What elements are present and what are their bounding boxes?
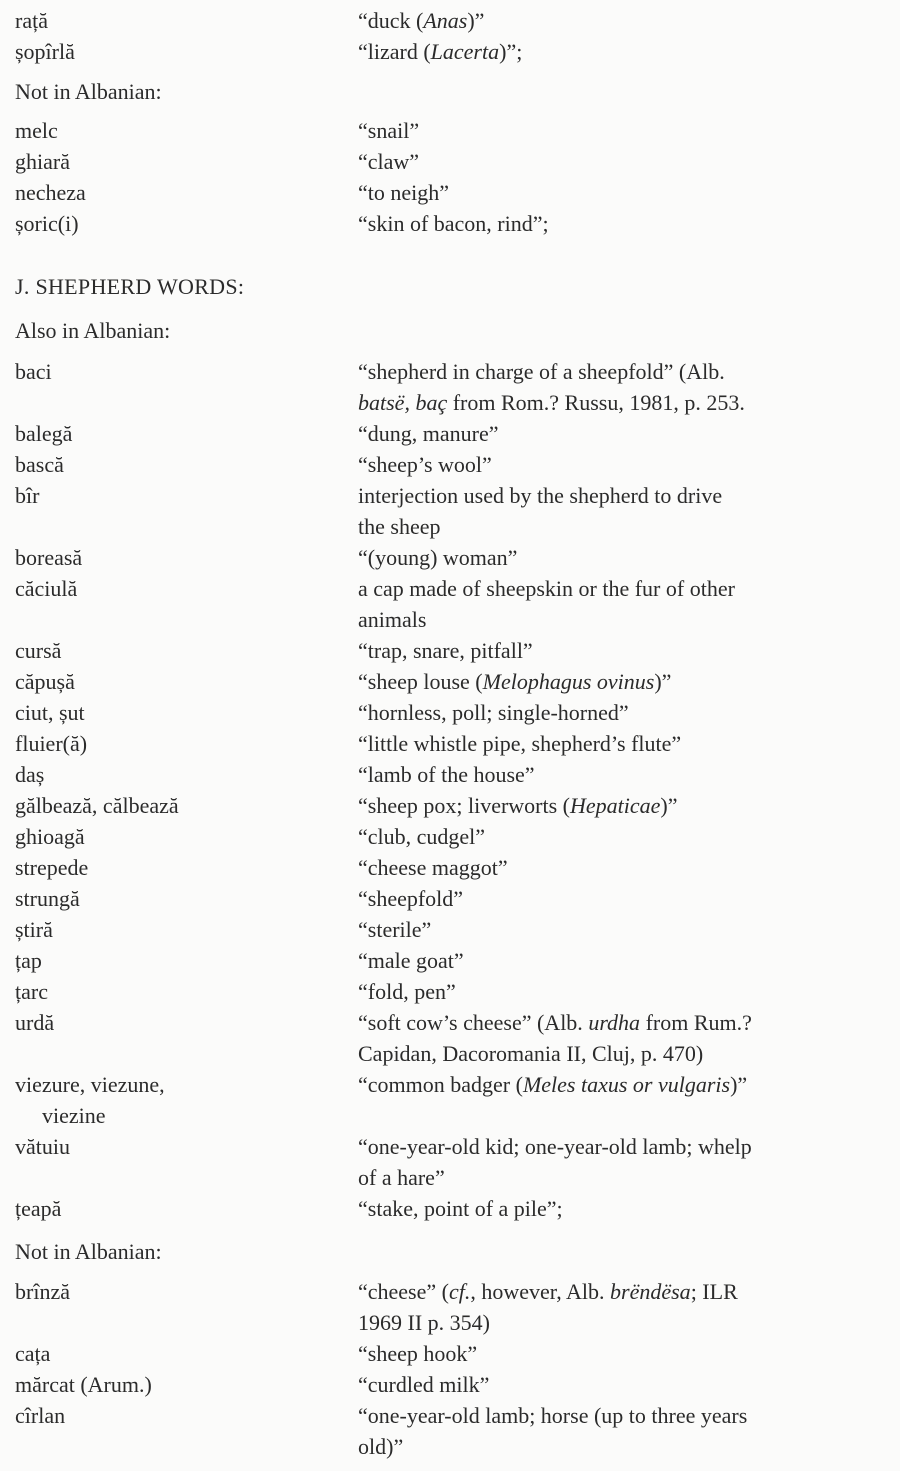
entry-term [15,666,358,697]
term-line: cața [15,1341,51,1366]
gloss-text: )” [660,793,678,818]
gloss-line [358,1338,477,1369]
entry-gloss [358,945,464,976]
term-line: cursă [15,638,62,663]
entry-gloss [358,821,485,852]
gloss-line [358,635,533,666]
gloss-line [358,542,517,573]
entry-row [15,1007,900,1069]
term-line: necheza [15,180,86,205]
gloss-italic-text: brëndësa [610,1279,691,1304]
gloss-text: “one-year-old lamb; horse (up to three years [358,1403,748,1428]
entry-row [15,480,900,542]
gloss-line [358,728,681,759]
gloss-line [358,604,735,635]
entry-gloss [358,666,671,697]
gloss-text: “skin of bacon, rind”; [358,211,549,236]
entry-gloss [358,542,517,573]
gloss-text: a cap made of sheepskin or the fur of other [358,576,735,601]
gloss-line [358,5,484,36]
entry-row [15,1193,900,1224]
entry-row [15,449,900,480]
gloss-line [358,1400,747,1431]
gloss-line [358,1369,489,1400]
entry-gloss [358,1400,747,1462]
entry-term [15,146,358,177]
entry-term [15,115,358,146]
entry-row [15,115,900,146]
gloss-line [358,36,522,67]
gloss-line [358,1276,738,1307]
gloss-text: of a hare” [358,1165,445,1190]
entry-gloss [358,1007,752,1069]
entry-gloss [358,914,431,945]
term-line: țap [15,948,42,973]
entry-gloss [358,759,535,790]
gloss-text: animals [358,607,427,632]
term-line: strungă [15,886,80,911]
term-line: balegă [15,421,73,446]
entry-gloss [358,852,508,883]
term-line: ghioagă [15,824,85,849]
gloss-line [358,1193,563,1224]
entry-row [15,728,900,759]
entry-row [15,146,900,177]
entry-row [15,759,900,790]
entry-term [15,1338,358,1369]
gloss-line [358,208,549,239]
term-line: mărcat (Arum.) [15,1372,152,1397]
entry-row [15,1369,900,1400]
entry-gloss [358,5,484,36]
gloss-line [358,1069,747,1100]
gloss-text: “one-year-old kid; one-year-old lamb; whelp [358,1134,752,1159]
gloss-line [358,511,722,542]
entry-row [15,821,900,852]
entry-term [15,1007,358,1069]
entry-row [15,1276,900,1338]
entry-term [15,1369,358,1400]
gloss-text: )”; [499,39,523,64]
gloss-text: “common badger ( [358,1072,523,1097]
term-line: ciut, șut [15,700,85,725]
entry-term [15,1069,358,1131]
entry-term [15,790,358,821]
entry-gloss [358,1193,563,1224]
term-line: daș [15,762,45,787]
term-line: căciulă [15,576,78,601]
term-line: cîrlan [15,1403,66,1428]
entry-term [15,5,358,36]
entry-term [15,945,358,976]
entry-row [15,418,900,449]
gloss-text: “sterile” [358,917,432,942]
term-line: știră [15,917,53,942]
term-line: bască [15,452,64,477]
gloss-italic-text: Melophagus ovinus [482,669,655,694]
entry-row [15,666,900,697]
term-line: șoric(i) [15,211,79,236]
gloss-text: “trap, snare, pitfall” [358,638,533,663]
gloss-line [358,666,671,697]
gloss-italic-text: Anas [423,8,468,33]
term-line: melc [15,118,58,143]
term-line: țeapă [15,1196,62,1221]
term-line: țarc [15,979,48,1004]
entry-gloss [358,449,492,480]
gloss-italic-text: cf. [448,1279,471,1304]
gloss-line [358,697,629,728]
term-line: urdă [15,1010,55,1035]
gloss-text: “hornless, poll; single-horned” [358,700,629,725]
gloss-line [358,480,722,511]
gloss-text: )” [654,669,672,694]
subsection-heading: Not in Albanian: [15,79,162,104]
entry-row [15,177,900,208]
entry-row [15,852,900,883]
entry-term [15,1193,358,1224]
gloss-text: “to neigh” [358,180,450,205]
gloss-text: “stake, point of a pile”; [358,1196,563,1221]
entry-gloss [358,115,419,146]
gloss-text: “curdled milk” [358,1372,490,1397]
entry-gloss [358,976,456,1007]
term-line: șopîrlă [15,39,75,64]
entry-row [15,883,900,914]
term-line: brînză [15,1279,70,1304]
entry-gloss [358,418,499,449]
gloss-text: “cheese maggot” [358,855,508,880]
gloss-line [358,1431,747,1462]
entry-gloss [358,36,522,67]
gloss-line [358,387,745,418]
gloss-text: “duck ( [358,8,424,33]
entry-gloss [358,208,549,239]
entry-row [15,5,900,36]
gloss-text: “cheese” ( [358,1279,449,1304]
gloss-text: from Rom.? Russu, 1981, p. 253. [447,390,745,415]
entry-term [15,759,358,790]
entry-row [15,914,900,945]
gloss-line [358,356,745,387]
gloss-line [358,1038,752,1069]
subsection-heading: Not in Albanian: [15,1239,162,1264]
gloss-text: ; ILR [690,1279,738,1304]
entry-row [15,1069,900,1131]
entry-gloss [358,697,629,728]
gloss-text: “little whistle pipe, shepherd’s flute” [358,731,682,756]
gloss-text: “soft cow’s cheese” (Alb. [358,1010,589,1035]
entry-term [15,418,358,449]
entry-gloss [358,480,722,542]
term-line: vătuiu [15,1134,70,1159]
entry-term [15,821,358,852]
term-line: căpușă [15,669,75,694]
gloss-italic-text: Lacerta [430,39,500,64]
entry-gloss [358,728,681,759]
entry-gloss [358,1338,477,1369]
gloss-text: “dung, manure” [358,421,499,446]
gloss-text: old)” [358,1434,404,1459]
entry-row [15,542,900,573]
gloss-text: “sheep hook” [358,1341,478,1366]
entry-row [15,36,900,67]
gloss-text: “sheepfold” [358,886,464,911]
entry-gloss [358,1131,752,1193]
entry-row [15,356,900,418]
entry-gloss [358,790,678,821]
entry-term [15,480,358,542]
gloss-italic-text: batsë, baç [358,390,448,415]
term-line: boreasă [15,545,83,570]
entry-term [15,1276,358,1338]
entry-row [15,1131,900,1193]
entry-term [15,976,358,1007]
entry-term [15,573,358,635]
entry-gloss [358,635,533,666]
entry-list [15,115,900,239]
entry-term [15,449,358,480]
gloss-text: )” [467,8,485,33]
entry-gloss [358,1276,738,1338]
term-line: bîr [15,483,40,508]
term-line: viezine [42,1103,106,1128]
subsection-heading: Also in Albanian: [15,318,171,343]
entry-term [15,852,358,883]
gloss-line [358,759,535,790]
gloss-text: )” [730,1072,748,1097]
gloss-text: , however, Alb. [470,1279,611,1304]
entry-row [15,697,900,728]
gloss-text: “shepherd in charge of a sheepfold” (Alb. [358,359,725,384]
gloss-line [358,883,463,914]
gloss-line [358,821,485,852]
entry-list [15,5,900,67]
entry-row [15,1400,900,1462]
entry-gloss [358,573,735,635]
gloss-line [358,1307,738,1338]
entry-row [15,976,900,1007]
gloss-line [358,1131,752,1162]
gloss-line [358,1007,752,1038]
entry-gloss [358,177,449,208]
gloss-text: “sheep louse ( [358,669,483,694]
gloss-text: from Rum.? [640,1010,752,1035]
entry-term [15,883,358,914]
term-line: viezure, viezune, [15,1072,165,1097]
entry-term [15,356,358,418]
entry-term [15,914,358,945]
term-line: baci [15,359,52,384]
gloss-text: “lizard ( [358,39,431,64]
entry-gloss [358,883,463,914]
gloss-line [358,418,499,449]
gloss-text: “(young) woman” [358,545,518,570]
entry-row [15,635,900,666]
entry-gloss [358,1069,747,1131]
entry-row [15,1338,900,1369]
entry-term [15,36,358,67]
gloss-text: “fold, pen” [358,979,456,1004]
gloss-line [358,976,456,1007]
entry-row [15,573,900,635]
gloss-line [358,449,492,480]
gloss-text: Capidan, Dacoromania II, Cluj, p. 470) [358,1041,704,1066]
entry-list [15,1276,900,1462]
entry-term [15,728,358,759]
entry-term [15,208,358,239]
gloss-italic-text: urdha [588,1010,641,1035]
gloss-text: interjection used by the shepherd to drive [358,483,723,508]
entry-row [15,945,900,976]
gloss-italic-text: Hepaticae [570,793,661,818]
gloss-text: “snail” [358,118,420,143]
entry-term [15,697,358,728]
gloss-italic-text: Meles taxus or vulgaris [522,1072,731,1097]
term-line: strepede [15,855,89,880]
term-line: rață [15,8,48,33]
gloss-line [358,790,678,821]
gloss-line [358,1162,752,1193]
entry-row [15,790,900,821]
term-line: gălbează, călbează [15,793,179,818]
entry-term [15,1131,358,1193]
gloss-line [358,852,508,883]
gloss-line [358,573,735,604]
section-title: J. SHEPHERD WORDS: [15,274,245,299]
entry-row [15,208,900,239]
entry-term [15,542,358,573]
gloss-line [358,945,464,976]
gloss-text: “sheep’s wool” [358,452,492,477]
gloss-text: “male goat” [358,948,464,973]
entry-gloss [358,1369,489,1400]
gloss-text: the sheep [358,514,441,539]
entry-term [15,635,358,666]
gloss-line [358,146,419,177]
gloss-text: “lamb of the house” [358,762,535,787]
term-line: ghiară [15,149,70,174]
gloss-text: “claw” [358,149,420,174]
gloss-line [358,914,431,945]
entry-gloss [358,146,419,177]
entry-list [15,356,900,1224]
entry-gloss [358,356,745,418]
entry-term [15,177,358,208]
gloss-line [358,115,419,146]
gloss-text: 1969 II p. 354) [358,1310,490,1335]
gloss-line [358,177,449,208]
term-line: fluier(ă) [15,731,88,756]
entry-term [15,1400,358,1462]
gloss-text: “club, cudgel” [358,824,486,849]
gloss-text: “sheep pox; liverworts ( [358,793,570,818]
